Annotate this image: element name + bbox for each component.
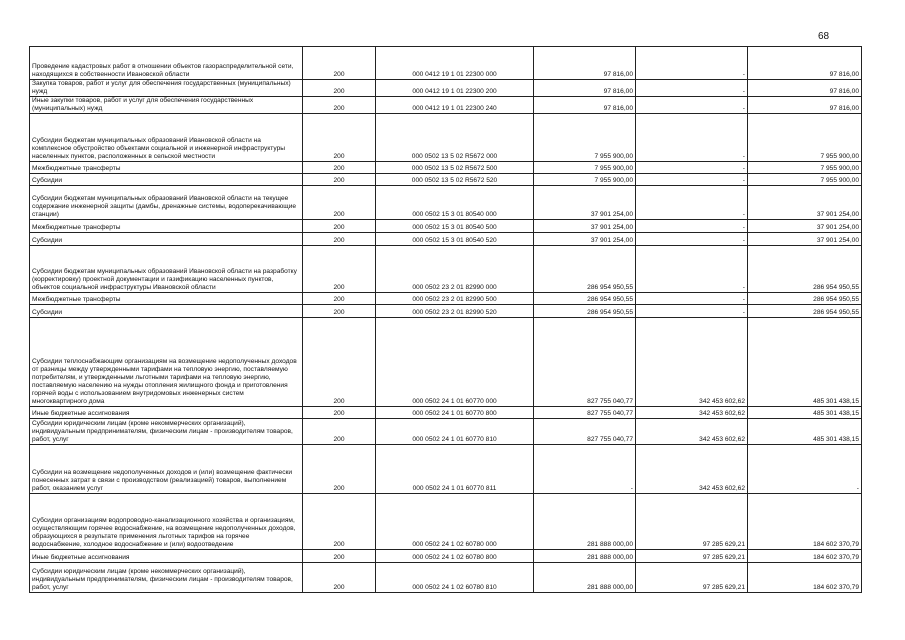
row-approved-amount: 827 755 040,77 <box>534 407 636 419</box>
row-name: Субсидии на возмещение недополученных доходов и (или) возмещение фактически понесенных затрат в связи с производством (реализацией) товаров, выполнением работ, оказанием услуг <box>30 445 303 494</box>
row-name: Субсидии <box>30 305 303 318</box>
row-approved-amount: 281 888 000,00 <box>534 494 636 550</box>
table-row <box>30 97 862 114</box>
row-executed-amount: 342 453 602,62 <box>636 407 748 419</box>
row-executed-amount: - <box>636 246 748 293</box>
table-row <box>30 80 862 97</box>
row-code: 200 <box>303 220 376 233</box>
row-remaining-amount: 7 955 900,00 <box>748 114 862 162</box>
row-code: 200 <box>303 407 376 419</box>
table-row <box>30 114 862 162</box>
row-code: 200 <box>303 114 376 162</box>
row-approved-amount: 281 888 000,00 <box>534 563 636 593</box>
row-remaining-amount: 485 301 438,15 <box>748 407 862 419</box>
row-classification: 000 0502 15 3 01 80540 000 <box>376 186 534 220</box>
row-approved-amount: 286 954 950,55 <box>534 305 636 318</box>
row-executed-amount: 97 285 629,21 <box>636 563 748 593</box>
row-code: 200 <box>303 305 376 318</box>
row-approved-amount: 827 755 040,77 <box>534 318 636 407</box>
row-approved-amount: 7 955 900,00 <box>534 162 636 174</box>
row-classification: 000 0502 24 1 02 60780 810 <box>376 563 534 593</box>
budget-table-body <box>30 47 862 593</box>
row-name: Субсидии организациям водопроводно-канализационного хозяйства и организациям, осуществляющим горячее водоснабжение, на возмещение недополученных доходов, образующихся в результате применения льготных тарифов на горячее водоснабжение, холодное водоснабжение и (или) водоотведение <box>30 494 303 550</box>
table-row <box>30 563 862 593</box>
row-classification: 000 0502 13 5 02 R5672 520 <box>376 174 534 186</box>
row-name: Субсидии теплоснабжающим организациям на возмещение недополученных доходов от разницы между утвержденными тарифами на тепловую энергию, поставляемую потребителям, и утвержденными льготными тарифами на тепловую энергию, поставляемую населению на нужды отопления жилищного фонда и приготовления горячей воды с использованием внутридомовых инженерных систем многоквартирного дома <box>30 318 303 407</box>
row-executed-amount: - <box>636 233 748 246</box>
row-code: 200 <box>303 233 376 246</box>
row-classification: 000 0502 23 2 01 82990 000 <box>376 246 534 293</box>
row-name: Субсидии бюджетам муниципальных образований Ивановской области на комплексное обустройство объектами социальной и инженерной инфраструктуры населенных пунктов, расположенных в сельской местности <box>30 114 303 162</box>
row-code: 200 <box>303 445 376 494</box>
row-name: Субсидии <box>30 233 303 246</box>
row-approved-amount: 7 955 900,00 <box>534 174 636 186</box>
row-name: Межбюджетные трансферты <box>30 220 303 233</box>
row-classification: 000 0502 24 1 01 60770 000 <box>376 318 534 407</box>
row-classification: 000 0502 23 2 01 82990 500 <box>376 293 534 305</box>
row-executed-amount: - <box>636 80 748 97</box>
row-approved-amount: 7 955 900,00 <box>534 114 636 162</box>
row-executed-amount: - <box>636 174 748 186</box>
row-name: Межбюджетные трансферты <box>30 293 303 305</box>
table-row <box>30 494 862 550</box>
table-row <box>30 220 862 233</box>
row-executed-amount: - <box>636 47 748 80</box>
row-executed-amount: 97 285 629,21 <box>636 494 748 550</box>
table-row <box>30 305 862 318</box>
row-classification: 000 0502 13 5 02 R5672 500 <box>376 162 534 174</box>
row-approved-amount: 37 901 254,00 <box>534 186 636 220</box>
row-remaining-amount: 184 602 370,79 <box>748 563 862 593</box>
row-classification: 000 0412 19 1 01 22300 240 <box>376 97 534 114</box>
table-row <box>30 47 862 80</box>
row-name: Субсидии бюджетам муниципальных образований Ивановской области на текущее содержание инженерной защиты (дамбы, дренажные системы, водоперекачивающие станции) <box>30 186 303 220</box>
table-row <box>30 419 862 445</box>
row-classification: 000 0502 23 2 01 82990 520 <box>376 305 534 318</box>
row-remaining-amount: 286 954 950,55 <box>748 293 862 305</box>
row-name: Субсидии юридическим лицам (кроме некоммерческих организаций), индивидуальным предпринимателям, физическим лицам - производителям товаров, работ, услуг <box>30 563 303 593</box>
row-code: 200 <box>303 563 376 593</box>
row-classification: 000 0502 15 3 01 80540 520 <box>376 233 534 246</box>
row-code: 200 <box>303 246 376 293</box>
row-executed-amount: - <box>636 305 748 318</box>
row-approved-amount: 281 888 000,00 <box>534 550 636 563</box>
row-remaining-amount: 37 901 254,00 <box>748 233 862 246</box>
row-executed-amount: 342 453 602,62 <box>636 318 748 407</box>
row-name: Проведение кадастровых работ в отношении объектов газораспределительной сети, находящихся в собственности Ивановской области <box>30 47 303 80</box>
row-approved-amount: 97 816,00 <box>534 47 636 80</box>
row-approved-amount: - <box>534 445 636 494</box>
row-approved-amount: 97 816,00 <box>534 97 636 114</box>
row-code: 200 <box>303 550 376 563</box>
row-code: 200 <box>303 162 376 174</box>
row-executed-amount: - <box>636 186 748 220</box>
row-classification: 000 0502 15 3 01 80540 500 <box>376 220 534 233</box>
row-executed-amount: - <box>636 220 748 233</box>
row-approved-amount: 97 816,00 <box>534 80 636 97</box>
row-executed-amount: 97 285 629,21 <box>636 550 748 563</box>
row-code: 200 <box>303 186 376 220</box>
table-row <box>30 293 862 305</box>
row-remaining-amount: - <box>748 445 862 494</box>
row-remaining-amount: 7 955 900,00 <box>748 174 862 186</box>
table-row <box>30 550 862 563</box>
row-classification: 000 0412 19 1 01 22300 000 <box>376 47 534 80</box>
table-row <box>30 445 862 494</box>
row-code: 200 <box>303 97 376 114</box>
row-name: Межбюджетные трансферты <box>30 162 303 174</box>
table-row <box>30 318 862 407</box>
row-code: 200 <box>303 293 376 305</box>
page-number: 68 <box>818 31 830 42</box>
row-classification: 000 0502 13 5 02 R5672 000 <box>376 114 534 162</box>
row-remaining-amount: 286 954 950,55 <box>748 305 862 318</box>
row-name: Субсидии бюджетам муниципальных образований Ивановской области на разработку (корректировку) проектной документации и газификацию населенных пунктов, объектов социальной инфраструктуры Ивановской области <box>30 246 303 293</box>
row-classification: 000 0502 24 1 02 60780 000 <box>376 494 534 550</box>
row-classification: 000 0502 24 1 02 60780 800 <box>376 550 534 563</box>
row-name: Иные закупки товаров, работ и услуг для обеспечения государственных (муниципальных) нужд <box>30 97 303 114</box>
row-remaining-amount: 37 901 254,00 <box>748 186 862 220</box>
row-executed-amount: - <box>636 114 748 162</box>
row-remaining-amount: 97 816,00 <box>748 97 862 114</box>
table-row <box>30 246 862 293</box>
row-code: 200 <box>303 47 376 80</box>
row-executed-amount: - <box>636 162 748 174</box>
row-executed-amount: - <box>636 97 748 114</box>
row-classification: 000 0502 24 1 01 60770 810 <box>376 419 534 445</box>
row-remaining-amount: 184 602 370,79 <box>748 550 862 563</box>
row-approved-amount: 37 901 254,00 <box>534 220 636 233</box>
row-approved-amount: 286 954 950,55 <box>534 246 636 293</box>
row-remaining-amount: 485 301 438,15 <box>748 318 862 407</box>
row-remaining-amount: 37 901 254,00 <box>748 220 862 233</box>
row-code: 200 <box>303 174 376 186</box>
table-row <box>30 186 862 220</box>
row-name: Иные бюджетные ассигнования <box>30 407 303 419</box>
row-executed-amount: 342 453 602,62 <box>636 419 748 445</box>
row-classification: 000 0502 24 1 01 60770 811 <box>376 445 534 494</box>
row-executed-amount: - <box>636 293 748 305</box>
table-row <box>30 407 862 419</box>
row-approved-amount: 827 755 040,77 <box>534 419 636 445</box>
row-classification: 000 0502 24 1 01 60770 800 <box>376 407 534 419</box>
row-approved-amount: 286 954 950,55 <box>534 293 636 305</box>
row-classification: 000 0412 19 1 01 22300 200 <box>376 80 534 97</box>
table-row <box>30 162 862 174</box>
row-remaining-amount: 286 954 950,55 <box>748 246 862 293</box>
row-remaining-amount: 184 602 370,79 <box>748 494 862 550</box>
row-code: 200 <box>303 318 376 407</box>
row-code: 200 <box>303 80 376 97</box>
row-name: Иные бюджетные ассигнования <box>30 550 303 563</box>
row-code: 200 <box>303 494 376 550</box>
row-remaining-amount: 485 301 438,15 <box>748 419 862 445</box>
row-executed-amount: 342 453 602,62 <box>636 445 748 494</box>
row-name: Субсидии <box>30 174 303 186</box>
row-name: Закупка товаров, работ и услуг для обеспечения государственных (муниципальных) нужд <box>30 80 303 97</box>
row-approved-amount: 37 901 254,00 <box>534 233 636 246</box>
row-remaining-amount: 97 816,00 <box>748 80 862 97</box>
row-remaining-amount: 7 955 900,00 <box>748 162 862 174</box>
row-remaining-amount: 97 816,00 <box>748 47 862 80</box>
row-name: Субсидии юридическим лицам (кроме некоммерческих организаций), индивидуальным предпринимателям, физическим лицам - производителям товаров, работ, услуг <box>30 419 303 445</box>
budget-table <box>29 46 862 593</box>
table-row <box>30 233 862 246</box>
table-row <box>30 174 862 186</box>
row-code: 200 <box>303 419 376 445</box>
